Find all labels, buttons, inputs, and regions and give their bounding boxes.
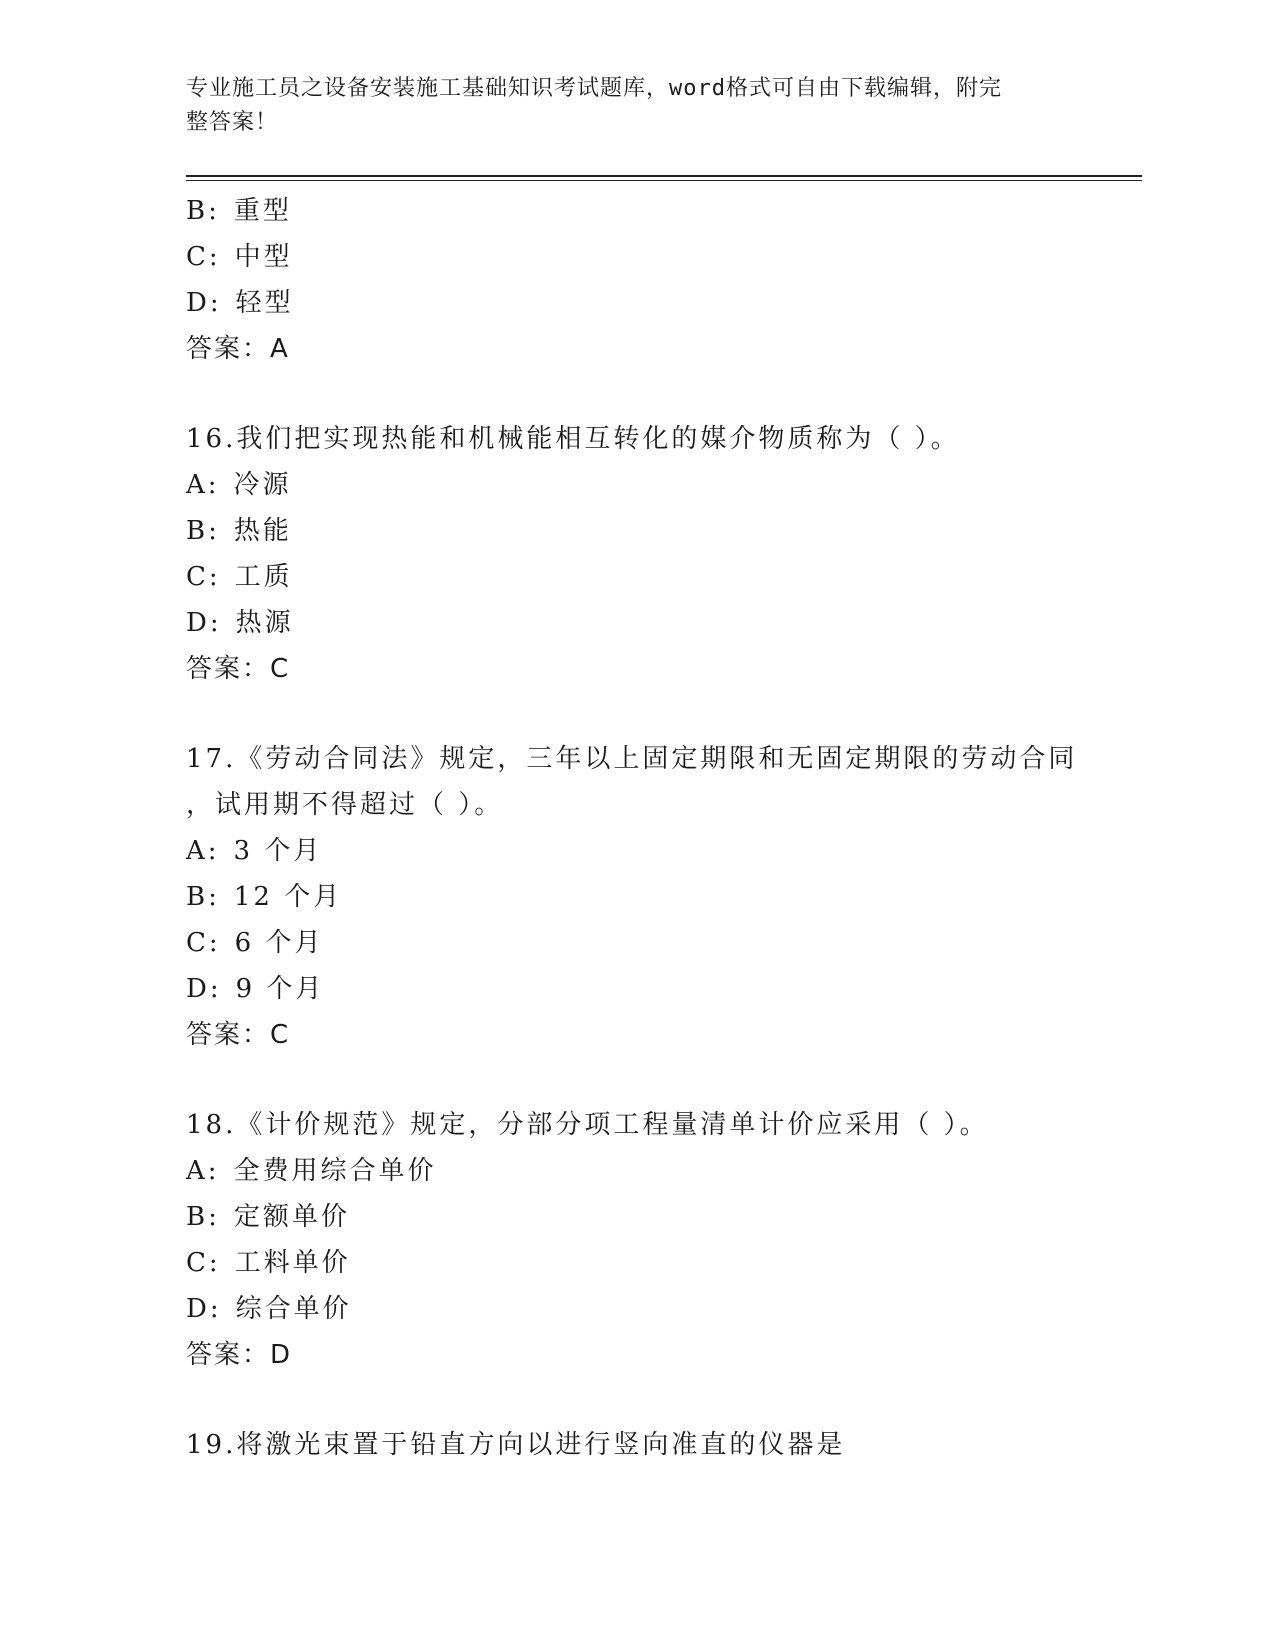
question-stem: 18.《计价规范》规定，分部分项工程量清单计价应采用（ ）。 (186, 1110, 989, 1140)
answer-line: 答案：A (186, 334, 290, 364)
option-key: D: (186, 288, 222, 318)
option-text: 定额单价 (233, 1202, 350, 1232)
header-line-1: 专业施工员之设备安装施工基础知识考试题库，word格式可自由下载编辑，附完 (186, 76, 1002, 101)
option-key: B: (186, 1202, 220, 1232)
option-text: 冷源 (233, 470, 292, 500)
option-text: 热源 (235, 608, 294, 638)
header-line-2: 整答案！ (186, 110, 279, 135)
option-key: D: (186, 974, 222, 1004)
option-a (186, 1148, 1086, 1194)
option-text: 6 个月 (234, 928, 324, 958)
option-d (186, 1286, 1086, 1332)
option-b (186, 188, 1086, 234)
option-text: 综合单价 (235, 1294, 352, 1324)
option-b (186, 508, 1086, 554)
option-key: D: (186, 1294, 222, 1324)
option-key: C: (186, 1248, 221, 1278)
option-text: 全费用综合单价 (233, 1156, 437, 1186)
option-c (186, 920, 1086, 966)
answer-line: 答案：C (186, 654, 291, 684)
option-text: 中型 (234, 242, 293, 272)
option-key: C: (186, 562, 221, 592)
option-key: A: (186, 1156, 220, 1186)
question-stem-continued: ，试用期不得超过（ ）。 (186, 790, 504, 820)
header-divider (186, 175, 1142, 177)
option-text: 重型 (233, 196, 292, 226)
page-header (186, 72, 1066, 140)
option-b (186, 874, 1086, 920)
answer-line: 答案：C (186, 1020, 291, 1050)
option-d (186, 280, 1086, 326)
question-block-19 (186, 1422, 1086, 1468)
option-key: D: (186, 608, 222, 638)
option-c (186, 1240, 1086, 1286)
question-block-17 (186, 736, 1086, 1058)
option-key: B: (186, 516, 220, 546)
option-a (186, 828, 1086, 874)
option-a (186, 462, 1086, 508)
option-key: B: (186, 882, 220, 912)
question-stem: 16.我们把实现热能和机械能相互转化的媒介物质称为（ ）。 (186, 424, 960, 454)
option-c (186, 554, 1086, 600)
question-stem: 19.将激光束置于铅直方向以进行竖向准直的仪器是 (186, 1430, 846, 1460)
option-d (186, 600, 1086, 646)
option-text: 3 个月 (233, 836, 323, 866)
option-d (186, 966, 1086, 1012)
option-text: 轻型 (235, 288, 294, 318)
question-block-continued (186, 188, 1086, 372)
option-text: 工料单价 (234, 1248, 351, 1278)
question-block-16 (186, 416, 1086, 692)
option-text: 12 个月 (233, 882, 343, 912)
header-divider-thin (186, 180, 1142, 181)
option-key: A: (186, 470, 220, 500)
option-text: 热能 (233, 516, 292, 546)
option-text: 工质 (234, 562, 293, 592)
option-b (186, 1194, 1086, 1240)
option-text: 9 个月 (235, 974, 325, 1004)
option-key: C: (186, 928, 221, 958)
answer-line: 答案：D (186, 1340, 293, 1370)
option-key: A: (186, 836, 220, 866)
option-key: C: (186, 242, 221, 272)
option-c (186, 234, 1086, 280)
question-list (186, 188, 1086, 1468)
question-stem: 17.《劳动合同法》规定，三年以上固定期限和无固定期限的劳动合同 (186, 744, 1078, 774)
option-key: B: (186, 196, 220, 226)
question-block-18 (186, 1102, 1086, 1378)
